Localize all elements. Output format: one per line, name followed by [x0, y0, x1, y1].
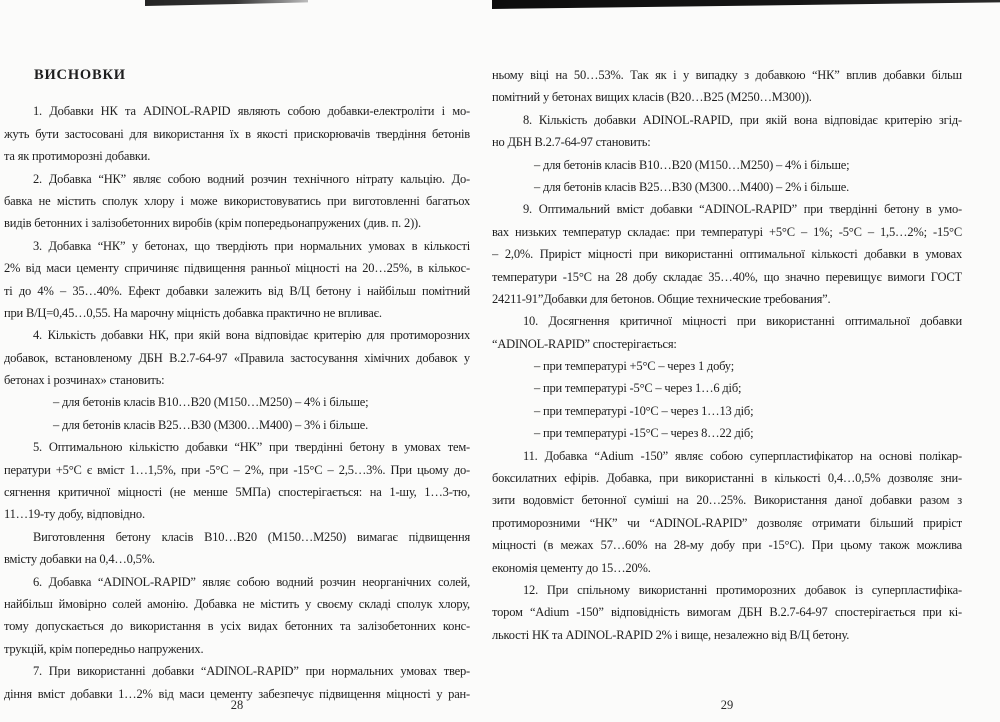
- list-item: [492, 422, 962, 444]
- text-line: – для бетонів класів В10…В20 (М150…М250) – 4% і більше;: [53, 395, 369, 410]
- text-line: бетонах і розчинах» становить:: [4, 373, 165, 388]
- list-item: [4, 391, 470, 413]
- list-item: [492, 400, 962, 422]
- text-line: жуть бути застосовані для використання їх в якості прискорювачів твердіння бетонів: [4, 126, 470, 141]
- text-line: найбільш ймовірно солей амонію. Добавка не містить у своєму складі сполук хлору,: [4, 596, 470, 611]
- paragraph: [4, 526, 470, 571]
- section-heading: [4, 64, 470, 86]
- paragraph: [492, 579, 962, 646]
- text-line: – при температурі -15°С – через 8…22 діб;: [534, 426, 754, 441]
- list-item: [4, 414, 470, 436]
- text-line: ператури +5°С є вміст 1…1,5%, при -5°С – 2%, при -15°С – 2,5…3%. При цьому до-: [4, 462, 470, 477]
- text-line: 2% від маси цементу спричиняє підвищення ранньої міцності на 20…25%, в кількос-: [4, 261, 470, 276]
- text-line: діння вміст добавки 1…2% від маси цементу забезпечує підвищення міцності у ран-: [4, 686, 470, 701]
- text-line: но ДБН В.2.7-64-97 становить:: [492, 135, 651, 150]
- page-number-right: 29: [720, 698, 734, 712]
- paragraph: [492, 64, 962, 109]
- document-page-left: [4, 64, 470, 705]
- paragraph: [4, 571, 470, 661]
- text-line: 5. Оптимальною кількістю добавки “НК” при твердінні бетону в умовах тем-: [33, 440, 470, 455]
- text-line: при В/Ц=0,45…0,55. На марочну міцність добавка практично не впливає.: [4, 305, 382, 320]
- text-line: ВИСНОВКИ: [34, 67, 126, 83]
- text-line: сягнення критичної міцності (не менше 5МПа) спостерігається: на 1-шу, 1…3-тю,: [4, 485, 470, 500]
- text-line: 10. Досягнення критичної міцності при використанні оптимальної добавки: [523, 314, 962, 329]
- text-line: 7. При використанні добавки “ADINOL-RAPID” при нормальних умовах твер-: [33, 664, 470, 679]
- text-line: – для бетонів класів В10…В20 (М150…М250) – 4% і більше;: [534, 157, 850, 172]
- text-line: тором “Adium -150” відповідність вимогам ДБН В.2.7-64-97 спостерігається при кі-: [492, 605, 962, 620]
- text-line: економія цементу до 15…20%.: [492, 560, 651, 575]
- text-line: ті до 4% – 35…40%. Ефект добавки залежить від В/Ц бетону і найбільш помітний: [4, 283, 470, 298]
- text-line: 12. При спільному використанні протиморозних добавок із суперпластифіка-: [523, 582, 962, 597]
- text-line: – 2,0%. Приріст міцності при використанні оптимальної кількості добавки в умовах: [492, 247, 962, 262]
- text-line: зити водовміст бетонної суміші на 20…25%. Використання даної добавки разом з: [492, 493, 962, 508]
- text-line: 24211-91”Добавки для бетонов. Общие технические требования”.: [492, 291, 831, 306]
- text-line: 3. Добавка “НК” у бетонах, що твердіють при нормальних умовах в кількості: [33, 238, 470, 253]
- text-line: боксилатних ефірів. Добавка, при використанні в кількості 0,4…0,5% дозволяє зни-: [492, 471, 962, 486]
- text-line: – при температурі -5°С – через 1…6 діб;: [534, 381, 742, 396]
- paragraph: [492, 109, 962, 154]
- text-line: помітний у бетонах вищих класів (В20…В25 (М250…М300)).: [492, 90, 812, 105]
- text-line: – при температурі -10°С – через 1…13 діб;: [534, 403, 754, 418]
- text-line: тому допускається до використання в усіх видах бетонних та залізобетонних конс-: [4, 619, 470, 634]
- scan-artifact-bar-left: [145, 0, 308, 6]
- paragraph: [4, 235, 470, 325]
- paragraph: [4, 168, 470, 235]
- paragraph: [4, 324, 470, 391]
- text-line: 6. Добавка “ADINOL-RAPID” являє собою водний розчин неорганічних солей,: [33, 574, 470, 589]
- text-line: 11…19-ту добу, відповідно.: [4, 507, 145, 522]
- list-item: [492, 154, 962, 176]
- text-line: 8. Кількість добавки ADINOL-RAPID, при якій вона відповідає критерію згід-: [523, 112, 962, 127]
- page-number-left: 28: [230, 698, 244, 712]
- text-line: міцності (в межах 57…60% на 28-му добу при -15°С). При цьому також можлива: [492, 538, 962, 553]
- paragraph: [4, 436, 470, 526]
- document-page-right: [492, 64, 962, 646]
- text-line: – для бетонів класів В25…В30 (М300…М400) – 2% і більше.: [534, 179, 850, 194]
- text-line: трукцій, крім попередньо напружених.: [4, 641, 204, 656]
- paragraph: [4, 100, 470, 167]
- text-line: – для бетонів класів В25…В30 (М300…М400) – 3% і більше.: [53, 417, 369, 432]
- text-line: 9. Оптимальний вміст добавки “ADINOL-RAPID” при твердінні бетону в умо-: [523, 202, 962, 217]
- page-text-body: [4, 64, 470, 705]
- paragraph: [492, 198, 962, 310]
- text-line: “ADINOL-RAPID” спостерігається:: [492, 336, 677, 351]
- text-line: вах низьких температур складає: при температурі +5°С – 1%; -5°С – 1,5…2%; -15°С: [492, 224, 962, 239]
- text-line: ньому віці на 50…53%. Так як і у випадку з добавкою “НК” вплив добавки більш: [492, 68, 962, 82]
- scan-artifact-bar-right: [492, 0, 1000, 9]
- text-line: – при температурі +5°С – через 1 добу;: [534, 359, 734, 374]
- text-line: Виготовлення бетону класів В10…В20 (М150…М250) вимагає підвищення: [33, 529, 470, 544]
- page-text-body: [492, 64, 962, 646]
- text-line: лькості НК та ADINOL-RAPID 2% і вище, незалежно від В/Ц бетону.: [492, 627, 850, 642]
- text-line: добавок, встановленому ДБН В.2.7-64-97 «Правила застосування хімічних добавок у: [4, 350, 470, 365]
- list-item: [492, 377, 962, 399]
- text-line: 1. Добавки НК та ADINOL-RAPID являють собою добавки-електроліти і мо-: [33, 104, 470, 119]
- list-item: [492, 355, 962, 377]
- text-line: та як протиморозні добавки.: [4, 149, 151, 164]
- text-line: протиморозними “НК” чи “ADINOL-RAPID” дозволяє отримати більший приріст: [492, 515, 962, 530]
- text-line: 2. Добавка “НК” являє собою водний розчин технічного нітрату кальцію. До-: [33, 171, 470, 186]
- paragraph: [492, 445, 962, 579]
- text-line: температури -15°С на 28 добу складає 35…40%, що значно перевищує вимоги ГОСТ: [492, 269, 962, 284]
- text-line: 11. Добавка “Adium -150” являє собою суперпластифікатор на основі полікар-: [523, 448, 962, 463]
- paragraph: [492, 310, 962, 355]
- list-item: [492, 176, 962, 198]
- text-line: бавка не містить сполук хлору і може використовуватись при виготовленні багатьох: [4, 193, 470, 208]
- text-line: 4. Кількість добавки НК, при якій вона відповідає критерію для протиморозних: [33, 328, 470, 343]
- text-line: видів бетонних і залізобетонних виробів (крім попередьонапружених (див. п. 2)).: [4, 216, 421, 231]
- text-line: вмісту добавки на 0,4…0,5%.: [4, 552, 155, 567]
